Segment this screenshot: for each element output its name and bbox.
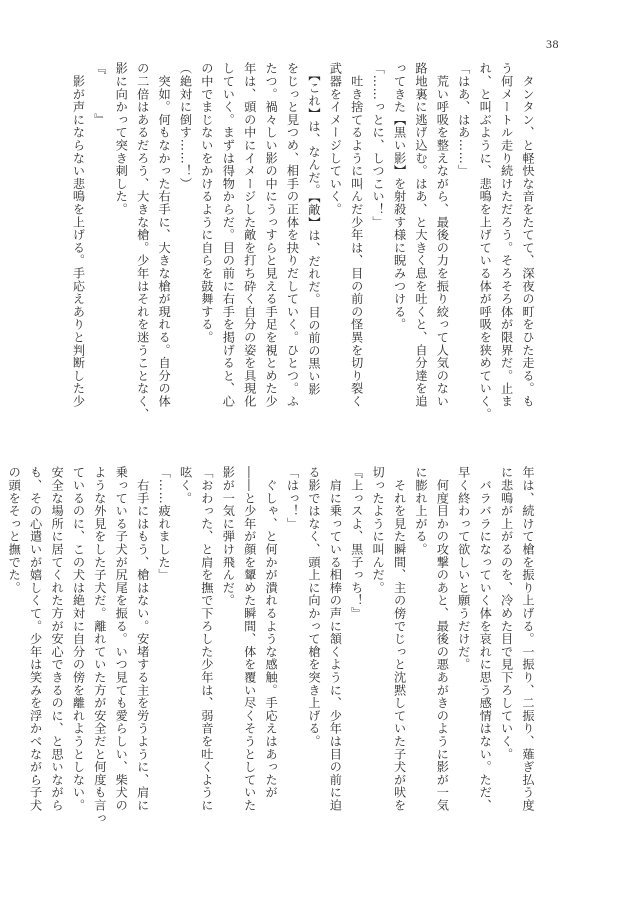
text-line: していく。まずは得物からだ。目の前に右手を掲げると、心 <box>221 62 236 408</box>
text-line: 「……っとに、しつこい！」 <box>371 62 386 229</box>
text-line: 早く終わって欲しいと願うだけだ。 <box>456 466 471 671</box>
text-line: に膨れ上がる。 <box>413 466 428 556</box>
text-line: たつ。禍々しい影の中にうっすらと見える手足を視とめた少 <box>264 62 279 408</box>
text-line: 影が一気に弾け飛んだ。 <box>221 466 236 607</box>
text-line: 荒い呼吸を整えながら、最後の力を振り絞って人気のない <box>435 62 450 408</box>
text-line: バラバラになっていく体を哀れに思う感情はない。ただ、 <box>478 466 493 812</box>
text-line: 影に向かって突き刺した。 <box>114 62 129 216</box>
text-line: ってきた【黒い影】を射殺す様に睨みつける。 <box>392 62 407 331</box>
text-line: ぐしゃ、と何かが潰れるような感触。手応えはあったが <box>264 466 279 799</box>
text-line: 『 』 <box>92 62 107 126</box>
text-line: ような外見をした子犬だ。離れていた方が安全だと何度も言っ <box>92 466 107 825</box>
text-line: 右手にはもう、槍はない。安堵する主を労うように、肩に <box>135 466 150 812</box>
text-line: 切ったように叫んだ。 <box>371 466 386 594</box>
text-line: の頭をそっと撫でた。 <box>7 466 22 594</box>
text-line: 路地裏に逃げ込む。はあ、と大きく息を吐くと、自分達を追 <box>413 62 428 408</box>
text-line: 【これ】は、なんだ。【敵】は、だれだ。目の前の黒い影 <box>306 62 321 396</box>
text-line: に悲鳴が上がるのを、冷めた目で見下ろしていく。 <box>499 466 514 761</box>
text-line: も、その心遣いが嬉しくて。少年は笑みを浮かべながら子犬 <box>28 466 43 812</box>
text-line: 「……疲れました」 <box>157 466 172 582</box>
text-line: る影ではなく、頭上に向かって槍を突き上げる。 <box>306 466 321 748</box>
text-line: れ、と叫ぶように、悲鳴を上げている体が呼吸を狭めていく。 <box>478 62 493 421</box>
text-line: 安全な場所に居てくれた方が安心できるのに、と思いながら <box>50 466 65 812</box>
text-line: 肩に乗っている相棒の声に頷くように、少年は目の前に迫 <box>328 466 343 812</box>
text-line: 年は、続けて槍を振り上げる。一振り、二振り、薙ぎ払う度 <box>521 466 535 812</box>
text-line: 何度目かの攻撃のあと、最後の悪あがきのように影が一気 <box>435 466 450 812</box>
upper-text-block <box>71 62 538 460</box>
text-line: 乗っている子犬が尻尾を振る。いつ見ても愛らしい、柴犬の <box>114 466 129 812</box>
text-line: 「はっ！」 <box>285 466 300 530</box>
page-number: 38 <box>546 37 559 51</box>
text-line: う何メートル走り続けただろう。そろそろ体が限界だ。止ま <box>499 62 514 408</box>
text-line: 「おわった、と肩を撫で下ろした少年は、弱音を吐くように <box>199 466 214 812</box>
text-line: 吐き捨てるように叫んだ少年は、目の前の怪異を切り裂く <box>349 62 364 408</box>
text-line: 影が声にならない悲鳴を上げる。手応えありと判断した少 <box>71 62 86 408</box>
text-line: の中でまじないをかけるように自らを鼓舞する。 <box>199 62 214 344</box>
text-line: 『上っスよ、黒子っち！』 <box>349 466 364 620</box>
text-line: ――と少年が顔を顰めた瞬間、体を覆い尽くそうとしていた <box>242 466 257 812</box>
text-line: 「はあ、はあ……」 <box>456 62 471 178</box>
text-line: 年は、頭の中にイメージした敵を打ち砕く自分の姿を具現化 <box>242 62 257 408</box>
text-line: タンタン、と軽快な音をたてて、深夜の町をひた走る。も <box>521 62 535 408</box>
text-line: の二倍はあるだろう、大きな槍。少年はそれを迷うことなく、 <box>135 62 150 421</box>
lower-text-block <box>7 466 538 856</box>
text-line: 武器をイメージしていく。 <box>328 62 343 216</box>
text-line: （絶対に倒す……！） <box>178 62 193 190</box>
text-line: それを見た瞬間、主の傍でじっと沈黙していた子犬が吠を <box>392 466 407 812</box>
text-line: 呟く。 <box>178 466 193 505</box>
text-line: をじっと見つめ、相手の正体を抉りだしていく。ひとつ。ふ <box>285 62 300 408</box>
text-line: ているのに、この犬は絶対に自分の傍を離れようとしない。 <box>71 466 86 812</box>
text-line: 突如。何もなかった右手に、大きな槍が現れる。自分の体 <box>157 62 172 408</box>
